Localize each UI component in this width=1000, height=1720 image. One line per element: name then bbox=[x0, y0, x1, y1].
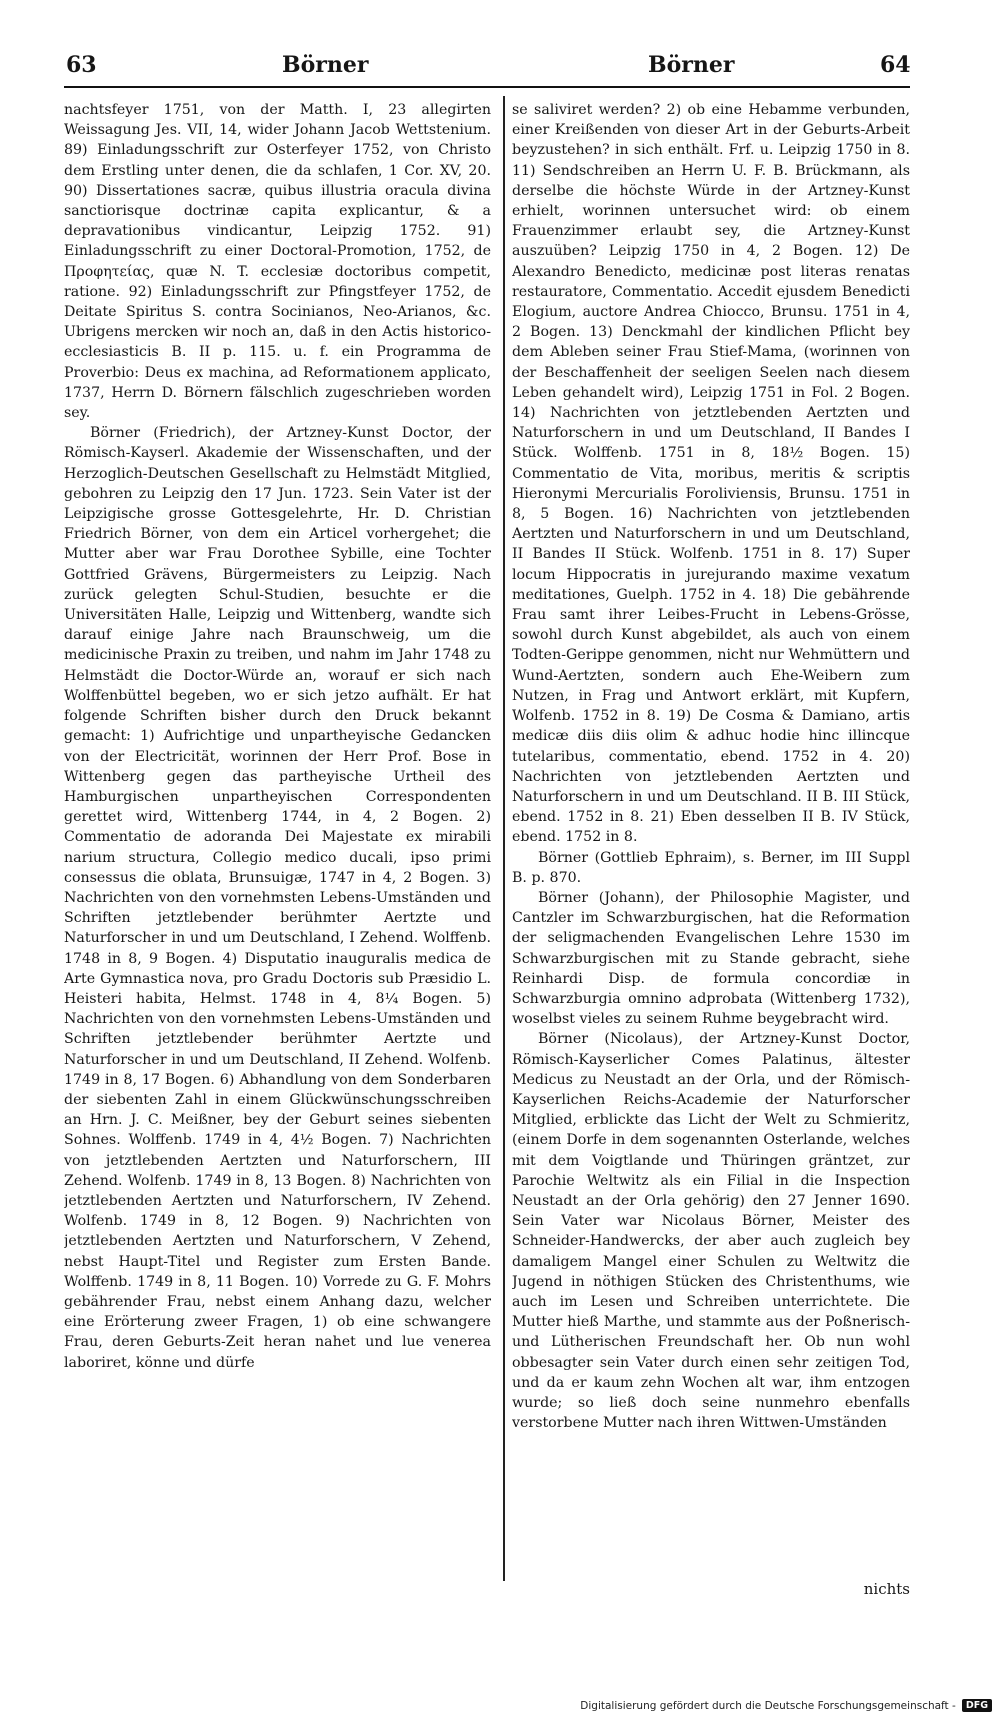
dfg-badge: DFG bbox=[962, 1699, 992, 1712]
entry-nicolaus-boerner: Börner (Nicolaus), der Artzney-Kunst Doctor, Römisch-Kayserlicher Comes Palatinus, ältester Medicus zu Neustadt an der Orla, und der Römisch-Kayserlichen Reichs-Academie der Naturforscher Mitglied, erblickte das Licht der Welt zu Schmieritz, (einem Dorfe in dem sogenannten Osterlande, welches mit dem Voigtlande und Thüringen gräntzet, zur Parochie Weltwitz als ein Filial in die Inspection Neustadt an der Orla gehörig) den 27 Jenner 1690. Sein Vater war Nicolaus Börner, Meister des Schneider-Handwercks, der aber auch zugleich bey damaligem Mangel einer Schulen zu Weltwitz die Jugend in nöthigen Stücken des Christenthums, wie auch im Lesen und Schreiben unterrichtete. Die Mutter hieß Marthe, und stammte aus der Poßnerisch- und Lütherischen Freundschaft her. Ob nun wohl obbesagter sein Vater durch einen sehr zeitigen Tod, und da er kaum zehn Wochen alt war, ihm entzogen wurde; so ließ doch seine nunmehro ebenfalls verstorbene Mutter nach ihren Wittwen-Umständen bbox=[512, 1031, 910, 1432]
entry-gottlieb-ephraim-boerner: Börner (Gottlieb Ephraim), s. Berner, im III Suppl B. p. 870. bbox=[512, 849, 910, 886]
running-title-right: Börner bbox=[648, 52, 735, 78]
page-number-right: 64 bbox=[880, 52, 911, 78]
header-rule bbox=[64, 86, 910, 88]
digitization-credit bbox=[580, 1699, 992, 1712]
page-number-left: 63 bbox=[66, 52, 97, 78]
catchword: nichts bbox=[863, 1580, 910, 1598]
entry-johann-boerner: Börner (Johann), der Philosophie Magister, und Cantzler im Schwarzburgischen, hat die Reformation der seligmachenden Evangelischen Lehre 1530 im Schwarzburgischen mit zu Stande gebracht, siehe Reinhardi Disp. de formula concordiæ in Schwarzburgia omnino adprobata (Wittenberg 1732), woselbst vieles zu seinem Ruhme beygebracht wird. bbox=[512, 889, 910, 1028]
right-column bbox=[512, 100, 910, 1580]
right-paragraph-continuation: se saliviret werden? 2) ob eine Hebamme verbunden, einer Kreißenden von dieser Art in der Geburts-Arbeit beyzustehen? in sich enthält. Frf. u. Leipzig 1750 in 8. 11) Sendschreiben an Herrn U. F. B. Brückmann, als derselbe die höchste Würde in der Artzney-Kunst erhielt, worinnen untersuchet wird: ob einem Frauenzimmer erlaubt sey, die Artzney-Kunst auszuüben? Leipzig 1750 in 4, 2 Bogen. 12) De Alexandro Benedicto, medicinæ post literas renatas restauratore, Commentatio. Accedit ejusdem Benedicti Elogium, auctore Andrea Chiocco, Brunsu. 1751 in 4, 2 Bogen. 13) Denckmahl der kindlichen Pflicht bey dem Ableben seiner Frau Stief-Mama, (worinnen von der Beschaffenheit der seeligen Seelen nach diesem Leben gehandelt wird), Leipzig 1751 in Fol. 2 Bogen. 14) Nachrichten von jetztlebenden Aertzten und Naturforschern in und um Deutschland, II Bandes I Stück. Wolffenb. 1751 in 8, 18½ Bogen. 15) Commentatio de Vita, moribus, meritis & scriptis Hieronymi Mercurialis Foroliviensis, Brunsu. 1751 in 8, 5 Bogen. 16) Nachrichten von jetztlebenden Aertzten und Naturforschern in und um Deutschland, II Bandes II Stück. Wolfenb. 1751 in 8. 17) Super locum Hippocratis in jurejurando maxime vexatum meditationes, Guelph. 1752 in 4. 18) Die gebährende Frau samt ihrer Leibes-Frucht in Lebens-Grösse, sowohl durch Kunst abgebildet, als auch von einem Todten-Gerippe genommen, nicht nur Wehmüttern und Wund-Aertzten, sondern auch Ehe-Weibern zum Nutzen, in Frag und Antwort erklärt, mit Kupfern, Wolfenb. 1752 in 8. 19) De Cosma & Damiano, artis medicæ diis diis olim & adhuc hodie hinc illincque tutelaribus, commentatio, ebend. 1752 in 4. 20) Nachrichten von jetztlebenden Aertzten und Naturforschern in und um Deutschland. II B. III Stück, ebend. 1752 in 8. 21) Eben desselben II B. IV Stück, ebend. 1752 in 8. bbox=[512, 102, 910, 846]
left-paragraph-continuation: nachtsfeyer 1751, von der Matth. I, 23 allegirten Weissagung Jes. VII, 14, wider Johann Jacob Wettstenium. 89) Einladungsschrift zur Osterfeyer 1752, von Christo dem Erstling unter denen, die da schlafen, 1 Cor. XV, 20. 90) Dissertationes sacræ, quibus illustria oracula divina sanctiorisque doctrinæ capita explicantur, & a depravationibus vindicantur, Leipzig 1752. 91) Einladungsschrift zu einer Doctoral-Promotion, 1752, de Προφητείας, quæ N. T. ecclesiæ doctoribus competit, ratione. 92) Einladungsschrift zur Pfingstfeyer 1752, de Deitate Spiritus S. contra Socinianos, Neo-Arianos, &c. Ubrigens mercken wir noch an, daß in den Actis historico-ecclesiasticis B. II p. 115. u. f. ein Programma de Proverbio: Deus ex machina, ad Reformationem applicato, 1737, Herrn D. Börnern fälschlich zugeschrieben worden sey. bbox=[64, 102, 491, 422]
running-title-left: Börner bbox=[282, 52, 369, 78]
left-column bbox=[64, 100, 491, 1580]
entry-friedrich-boerner: Börner (Friedrich), der Artzney-Kunst Doctor, der Römisch-Kayserl. Akademie der Wissenschaften, und der Herzoglich-Deutschen Gesellschaft zu Helmstädt Mitglied, gebohren zu Leipzig den 17 Jun. 1723. Sein Vater ist der Leipzigische grosse Gottesgelehrte, Hr. D. Christian Friedrich Börner, von dem ein Articel vorhergehet; die Mutter aber war Frau Dorothee Sybille, eine Tochter Gottfried Grävens, Bürgermeisters zu Leipzig. Nach zurück gelegten Schul-Studien, besuchte er die Universitäten Halle, Leipzig und Wittenberg, wandte sich darauf einige Jahre nach Braunschweig, um die medicinische Praxin zu treiben, und nahm im Jahr 1748 zu Helmstädt die Doctor-Würde an, worauf er sich nach Wolffenbüttel begeben, wo er sich jetzo aufhält. Er hat folgende Schriften bisher durch den Druck bekannt gemacht: 1) Aufrichtige und unpartheyische Gedancken von der Electricität, worinnen der Herr Prof. Bose in Wittenberg gegen das partheyische Urtheil des Hamburgischen unpartheyischen Correspondenten gerettet wird, Wittenberg 1744, in 4, 2 Bogen. 2) Commentatio de adoranda Dei Majestate ex mirabili narium structura, Collegio medico ducali, ipso primi consessus die oblata, Brunsuigæ, 1747 in 4, 2 Bogen. 3) Nachrichten von den vornehmsten Lebens-Umständen und Schriften jetztlebender berühmter Aertzte und Naturforscher in und um Deutschland, I Zehend. Wolffenb. 1748 in 8, 9 Bogen. 4) Disputatio inauguralis medica de Arte Gymnastica nova, pro Gradu Doctoris sub Præsidio L. Heisteri habita, Helmst. 1748 in 4, 8¼ Bogen. 5) Nachrichten von den vornehmsten Lebens-Umständen und Schriften jetztlebender berühmter Aertzte und Naturforscher in und um Deutschland, II Zehend. Wolfenb. 1749 in 8, 17 Bogen. 6) Abhandlung von dem Sonderbaren der siebenten Zahl in einem Glückwünschungsschreiben an Hrn. J. C. Meißner, bey der Geburt seines siebenten Sohnes. Wolffenb. 1749 in 4, 4½ Bogen. 7) Nachrichten von jetztlebenden Aertzten und Naturforschern, III Zehend. Wolfenb. 1749 in 8, 13 Bogen. 8) Nachrichten von jetztlebenden Aertzten und Naturforschern, IV Zehend. Wolfenb. 1749 in 8, 12 Bogen. 9) Nachrichten von jetztlebenden Aertzten und Naturforschern, V Zehend, nebst Haupt-Titel und Register zum Ersten Bande. Wolffenb. 1749 in 8, 11 Bogen. 10) Vorrede zu G. F. Mohrs gebährender Frau, nebst einem Anhang dazu, welcher eine Erörterung zweer Fragen, 1) ob eine schwangere Frau, deren Geburts-Zeit heran nahet und lue venerea laboriret, könne und dürfe bbox=[64, 425, 491, 1371]
column-divider bbox=[503, 96, 505, 1581]
credit-text: Digitalisierung gefördert durch die Deutsche Forschungsgemeinschaft - bbox=[580, 1699, 956, 1712]
